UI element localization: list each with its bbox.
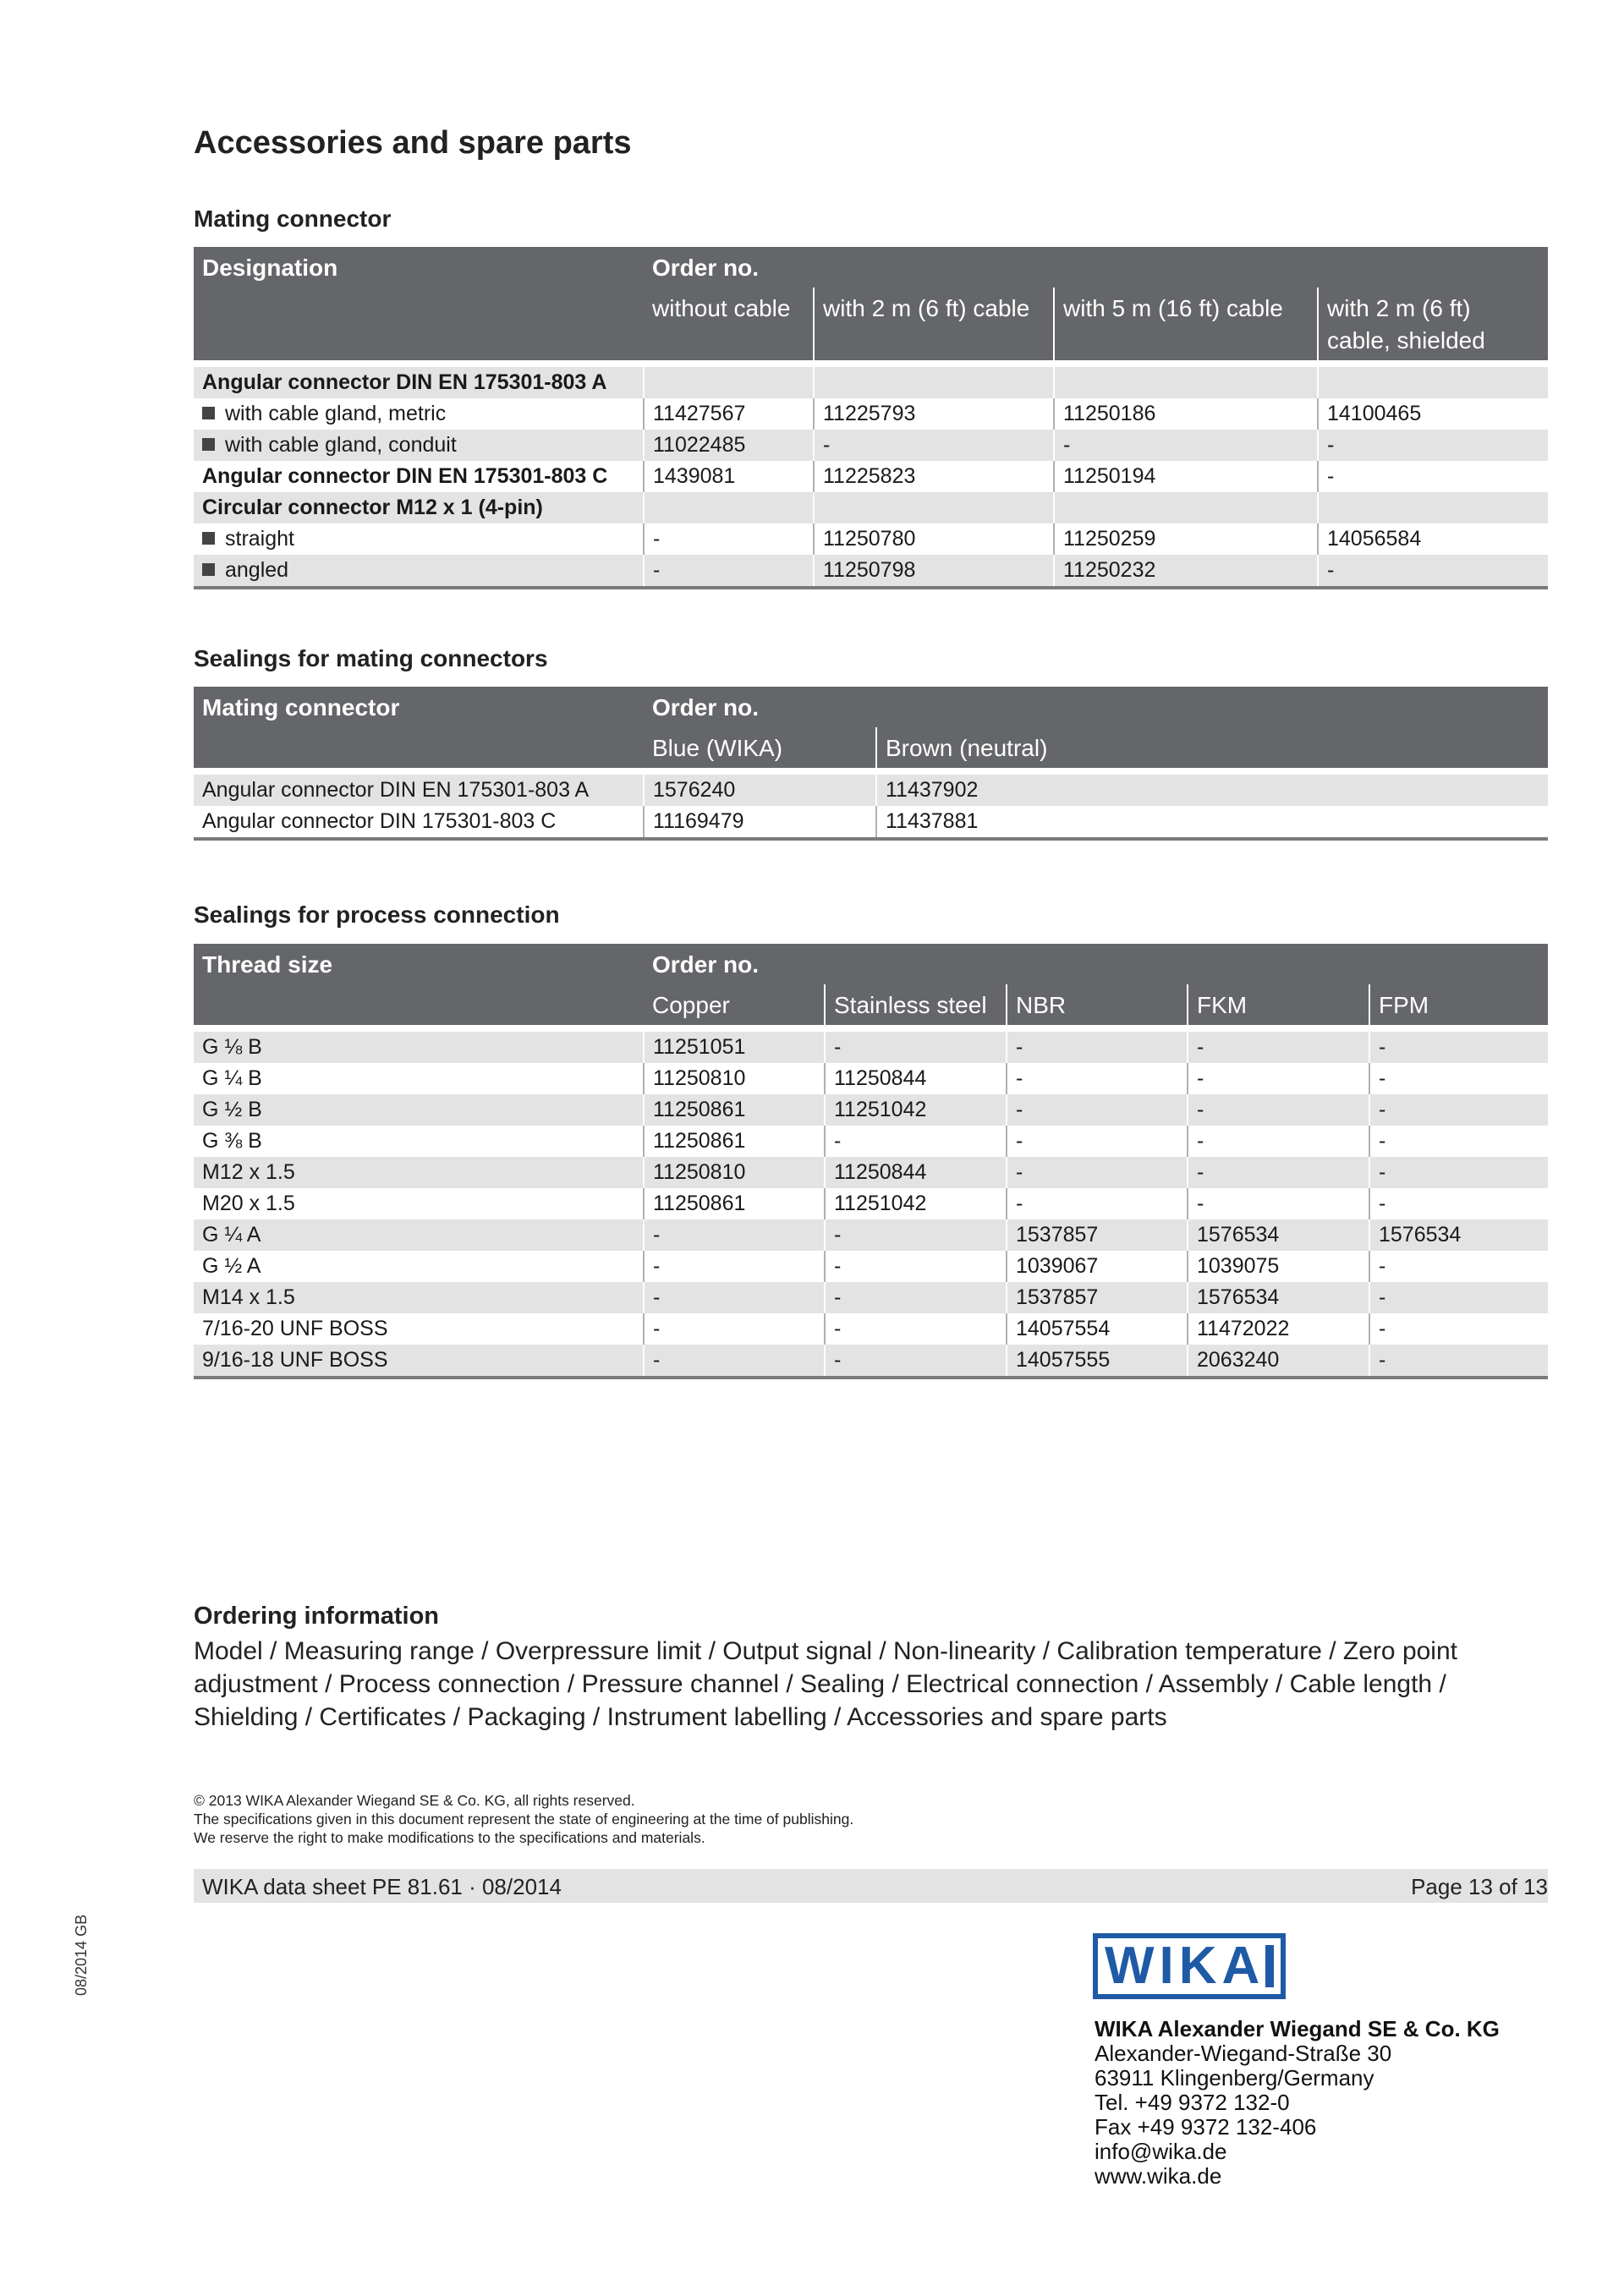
order-number-cell: - [644,523,814,555]
order-number-cell: 14057555 [1007,1345,1188,1378]
row-label-text: angled [225,558,289,582]
table-row [194,1157,1548,1188]
order-number-cell: 11250844 [825,1063,1007,1094]
side-date-code: 08/2014 GB [73,1914,90,1996]
order-number-cell [1054,492,1318,523]
table-row [194,806,1548,839]
table-row [194,523,1548,555]
order-number-cell [1318,367,1548,398]
sealings-process-title: Sealings for process connection [194,901,560,928]
row-label-text: Angular connector DIN 175301-803 C [202,809,557,833]
order-number-cell: 11250186 [1054,398,1318,430]
order-number-cell: - [1188,1032,1369,1063]
order-number-cell: 11472022 [1188,1313,1369,1345]
order-number-cell: 11225793 [814,398,1054,430]
row-label-text: G ¼ A [202,1223,261,1247]
row-label-text: Circular connector M12 x 1 (4-pin) [202,496,543,519]
table-row [194,1126,1548,1157]
order-number-cell: - [1369,1188,1548,1219]
order-number-cell: - [1369,1282,1548,1313]
row-label-text: M12 x 1.5 [202,1160,295,1184]
order-number-cell: 11250861 [644,1188,825,1219]
order-number-cell: - [1369,1251,1548,1282]
row-label-text: G ⅛ B [202,1035,262,1059]
order-number-cell: - [825,1126,1007,1157]
row-label [194,806,644,839]
order-number-cell: - [1318,555,1548,588]
order-number-cell: 1039067 [1007,1251,1188,1282]
bullet-square-icon [202,407,215,419]
header-copper: Copper [644,984,825,1025]
order-number-cell: 1576534 [1369,1219,1548,1251]
order-number-cell: - [1318,461,1548,492]
order-number-cell [1318,492,1548,523]
table-row [194,1282,1548,1313]
order-number-cell: 1537857 [1007,1219,1188,1251]
order-number-cell: - [1007,1188,1188,1219]
order-number-cell: - [1369,1126,1548,1157]
table-row [194,1063,1548,1094]
sealings-mating-table [194,687,1548,841]
sealings-mating-title: Sealings for mating connectors [194,645,548,671]
table-row [194,775,1548,806]
order-number-cell: 14100465 [1318,398,1548,430]
row-label-text: M14 x 1.5 [202,1285,295,1309]
order-number-cell: - [644,1251,825,1282]
row-label [194,1282,644,1313]
table-row [194,398,1548,430]
table-row [194,492,1548,523]
order-number-cell: - [1188,1063,1369,1094]
row-label-text: 7/16-20 UNF BOSS [202,1317,388,1340]
order-number-cell: - [1369,1032,1548,1063]
header-fpm: FPM [1369,984,1548,1025]
row-label [194,775,644,806]
row-label-text: G ⅜ B [202,1129,262,1153]
row-label [194,1219,644,1251]
header-5m-cable: with 5 m (16 ft) cable [1054,288,1318,360]
order-number-cell [814,492,1054,523]
order-number-cell: 11427567 [644,398,814,430]
order-number-cell: - [1054,430,1318,461]
bullet-square-icon [202,563,215,576]
table-row [194,1345,1548,1378]
table-row [194,555,1548,588]
order-number-cell: 11250798 [814,555,1054,588]
table-row [194,1094,1548,1126]
header-brown-neutral: Brown (neutral) [876,727,1548,768]
order-number-cell: - [1007,1094,1188,1126]
row-label-text: straight [225,527,294,551]
row-label-text: Angular connector DIN EN 175301-803 A [202,778,590,802]
order-number-cell: - [1188,1188,1369,1219]
header-thread-size: Thread size [194,944,644,1025]
order-number-cell: 14056584 [1318,523,1548,555]
company-fax: Fax +49 9372 132-406 [1095,2114,1317,2140]
order-number-cell: - [1007,1157,1188,1188]
company-name: WIKA Alexander Wiegand SE & Co. KG [1095,2016,1500,2041]
footer-page-number: Page 13 of 13 [1411,1874,1548,1899]
order-number-cell: 11250810 [644,1157,825,1188]
mating-connector-table [194,247,1548,589]
header-mating-connector: Mating connector [194,687,644,768]
header-2m-shielded: with 2 m (6 ft) cable, shielded [1318,288,1548,360]
header-blue-wika: Blue (WIKA) [644,727,876,768]
row-label-text: with cable gland, metric [225,402,447,425]
header-nbr: NBR [1007,984,1188,1025]
order-number-cell: - [1369,1157,1548,1188]
ordering-info-text: Model / Measuring range / Overpressure limit / Output signal / Non-linearity / Calibration temperature / Zero point adjustment / Process connection / Pressure channel / Sealing / Electrical connection / Assembly / Cable length / Shielding / Certificates / Packaging / Instrument labelling / Accessories and spare parts [194,1637,1457,1731]
order-number-cell: 11250232 [1054,555,1318,588]
table-row [194,1251,1548,1282]
row-label [194,1251,644,1282]
row-label [194,1063,644,1094]
order-number-cell: - [825,1282,1007,1313]
sealings-process-table [194,944,1548,1379]
order-number-cell: 11250861 [644,1094,825,1126]
table-row [194,1313,1548,1345]
row-label [194,398,644,430]
table-row [194,1032,1548,1063]
order-number-cell: - [1369,1345,1548,1378]
bullet-square-icon [202,438,215,451]
order-number-cell [644,492,814,523]
table-row [194,461,1548,492]
row-label-text: G ¼ B [202,1066,262,1090]
company-street: Alexander-Wiegand-Straße 30 [1095,2041,1392,2066]
order-number-cell: 11250780 [814,523,1054,555]
modification-notice-line: We reserve the right to make modifications to the specifications and materials. [194,1829,705,1846]
row-label-text: Angular connector DIN EN 175301-803 C [202,464,608,488]
order-number-cell: - [825,1313,1007,1345]
order-number-cell [814,367,1054,398]
order-number-cell: - [644,1219,825,1251]
order-number-cell: - [1188,1157,1369,1188]
row-label [194,1157,644,1188]
order-number-cell: - [644,1345,825,1378]
order-number-cell: 11169479 [644,806,876,839]
header-without-cable: without cable [644,288,814,360]
row-label [194,1313,644,1345]
row-label [194,430,644,461]
order-number-cell: - [825,1219,1007,1251]
order-number-cell: 11250259 [1054,523,1318,555]
header-order-no: Order no. [644,944,1548,984]
header-designation: Designation [194,247,644,360]
order-number-cell: 11251051 [644,1032,825,1063]
mating-connector-title: Mating connector [194,205,392,232]
order-number-cell: 11251042 [825,1188,1007,1219]
order-number-cell: 1576534 [1188,1219,1369,1251]
row-label-text: G ½ B [202,1098,262,1121]
order-number-cell: 11251042 [825,1094,1007,1126]
header-order-no: Order no. [644,247,1548,288]
row-label-text: 9/16-18 UNF BOSS [202,1348,388,1372]
order-number-cell: - [1007,1063,1188,1094]
row-label [194,1345,644,1378]
row-label [194,555,644,588]
company-tel: Tel. +49 9372 132-0 [1095,2090,1290,2115]
header-stainless-steel: Stainless steel [825,984,1007,1025]
order-number-cell: - [644,1313,825,1345]
order-number-cell: 11437902 [876,775,1548,806]
order-number-cell: - [1369,1313,1548,1345]
company-city: 63911 Klingenberg/Germany [1095,2065,1374,2091]
order-number-cell: 1439081 [644,461,814,492]
order-number-cell: - [644,1282,825,1313]
order-number-cell: 11437881 [876,806,1548,839]
order-number-cell: 11250810 [644,1063,825,1094]
row-label-text: M20 x 1.5 [202,1192,295,1215]
page-title: Accessories and spare parts [194,125,632,161]
copyright-line: © 2013 WIKA Alexander Wiegand SE & Co. KG, all rights reserved. [194,1792,635,1809]
order-number-cell: - [644,555,814,588]
table-row [194,367,1548,398]
order-number-cell: - [825,1345,1007,1378]
row-label-text: with cable gland, conduit [225,433,457,457]
bullet-square-icon [202,532,215,545]
order-number-cell: 1576534 [1188,1282,1369,1313]
order-number-cell: - [814,430,1054,461]
row-label [194,367,644,398]
row-label-text: Angular connector DIN EN 175301-803 A [202,370,607,394]
order-number-cell: - [825,1032,1007,1063]
order-number-cell: 11250844 [825,1157,1007,1188]
ordering-info-title: Ordering information [194,1603,439,1630]
order-number-cell [644,367,814,398]
row-label [194,1126,644,1157]
order-number-cell: 11022485 [644,430,814,461]
order-number-cell: 1576240 [644,775,876,806]
order-number-cell: - [1369,1094,1548,1126]
table-row [194,1188,1548,1219]
row-label [194,461,644,492]
header-fkm: FKM [1188,984,1369,1025]
header-2m-cable: with 2 m (6 ft) cable [814,288,1054,360]
row-label [194,492,644,523]
row-label [194,1094,644,1126]
order-number-cell: - [1369,1063,1548,1094]
order-number-cell: 1537857 [1007,1282,1188,1313]
wika-logo [1093,1933,1286,1999]
order-number-cell: 2063240 [1188,1345,1369,1378]
table-row [194,1219,1548,1251]
row-label [194,1188,644,1219]
header-order-no: Order no. [644,687,1548,727]
logo-bar-shape [1265,1945,1274,1987]
order-number-cell: 11250861 [644,1126,825,1157]
order-number-cell: 1039075 [1188,1251,1369,1282]
footer-datasheet-id: WIKA data sheet PE 81.61 · 08/2014 [202,1874,562,1899]
order-number-cell: - [1188,1126,1369,1157]
spec-notice-line: The specifications given in this document represent the state of engineering at the time of publishing. [194,1811,854,1827]
order-number-cell [1054,367,1318,398]
company-email[interactable]: info@wika.de [1095,2139,1227,2164]
company-address [1095,2017,1500,2189]
order-number-cell: - [1188,1094,1369,1126]
row-label [194,523,644,555]
legal-notice [194,1791,853,1847]
row-label [194,1032,644,1063]
row-label-text: G ½ A [202,1254,261,1278]
order-number-cell: 11225823 [814,461,1054,492]
order-number-cell: - [1007,1126,1188,1157]
order-number-cell: 11250194 [1054,461,1318,492]
order-number-cell: - [825,1251,1007,1282]
order-number-cell: - [1318,430,1548,461]
order-number-cell: - [1007,1032,1188,1063]
logo-wordmark: WIKA [1105,1937,1265,1995]
table-row [194,430,1548,461]
order-number-cell: 14057554 [1007,1313,1188,1345]
company-website[interactable]: www.wika.de [1095,2163,1222,2189]
